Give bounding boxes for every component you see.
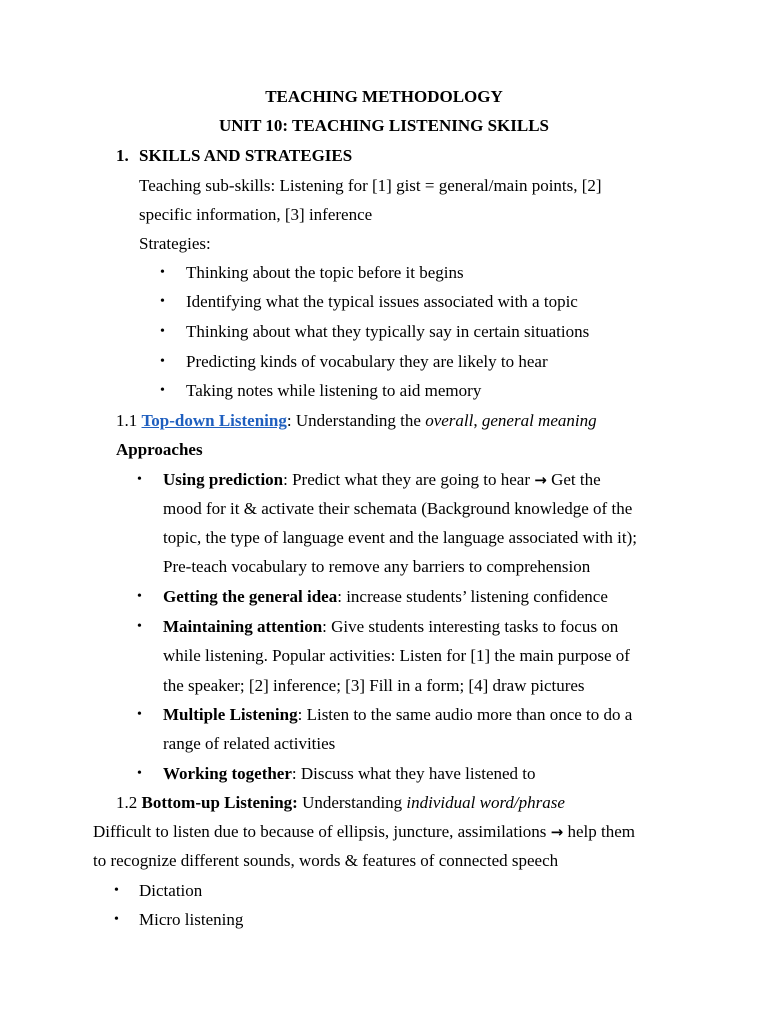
bottomup-heading: Bottom-up Listening:	[141, 793, 298, 812]
bullet-icon: •	[137, 472, 142, 487]
bullet-icon: •	[160, 265, 165, 280]
bullet-icon: •	[160, 354, 165, 369]
approach-text: : Discuss what they have listened to	[291, 764, 536, 783]
subskills-line-1: Teaching sub-skills: Listening for [1] gist = general/main points, [2]	[139, 176, 602, 195]
strategy-item: Thinking about what they typically say in certain situations	[186, 322, 590, 341]
strategy-item: Identifying what the typical issues associated with a topic	[186, 292, 578, 311]
approach-term: Multiple Listening	[163, 705, 298, 724]
bottomup-paragraph-line-1	[93, 822, 635, 842]
topdown-listening-link[interactable]: Top-down Listening	[141, 411, 287, 430]
bottomup-para-text: Difficult to listen due to because of ellipsis, juncture, assimilations	[93, 822, 547, 841]
topdown-desc-general: general meaning	[481, 411, 597, 430]
bottomup-item: Micro listening	[139, 910, 244, 929]
bullet-icon: •	[160, 383, 165, 398]
approaches-label: Approaches	[116, 440, 203, 459]
bottomup-number: 1.2	[116, 793, 138, 812]
bullet-icon: •	[114, 912, 119, 927]
bottomup-item: Dictation	[139, 881, 203, 900]
bottomup-desc-italic: individual word/phrase	[406, 793, 565, 812]
bullet-icon: •	[114, 883, 119, 898]
approach-item	[163, 587, 608, 607]
right-arrow-icon: →	[534, 471, 547, 489]
strategy-item: Thinking about the topic before it begins	[186, 263, 464, 282]
approach-text-line: Pre-teach vocabulary to remove any barriers to comprehension	[163, 557, 591, 576]
approach-text: : Give students interesting tasks to focus on	[322, 617, 619, 636]
bottomup-row	[116, 793, 565, 813]
bullet-icon: •	[137, 766, 142, 781]
bullet-icon: •	[137, 619, 142, 634]
approach-term: Getting the general idea	[163, 587, 338, 606]
bottomup-paragraph-line-2: to recognize different sounds, words & features of connected speech	[93, 851, 559, 870]
approach-term: Maintaining attention	[163, 617, 323, 636]
strategy-item: Predicting kinds of vocabulary they are likely to hear	[186, 352, 548, 371]
approach-item	[163, 470, 601, 490]
bullet-icon: •	[137, 707, 142, 722]
approach-term: Using prediction	[163, 470, 284, 489]
bottomup-desc-prefix: Understanding	[297, 793, 407, 812]
subskills-line-2: specific information, [3] inference	[139, 205, 373, 224]
approach-text-cont: Get the	[551, 470, 601, 489]
topdown-desc-prefix: : Understanding the	[286, 411, 426, 430]
approach-item	[163, 705, 632, 725]
bullet-icon: •	[160, 324, 165, 339]
strategies-label: Strategies:	[139, 234, 211, 253]
approach-text: : Predict what they are going to hear	[283, 470, 531, 489]
approach-text-line: topic, the type of language event and the language associated with it);	[163, 528, 637, 547]
topdown-desc-overall: overall	[425, 411, 474, 430]
right-arrow-icon: →	[550, 823, 564, 841]
approach-item	[163, 764, 536, 784]
topdown-row	[116, 411, 597, 431]
approach-text: : Listen to the same audio more than once to do a	[297, 705, 633, 724]
approach-text-line: while listening. Popular activities: Listen for [1] the main purpose of	[163, 646, 630, 665]
unit-title: UNIT 10: TEACHING LISTENING SKILLS	[218, 116, 550, 135]
bottomup-para-text-cont: help them	[567, 822, 635, 841]
document-title: TEACHING METHODOLOGY	[265, 87, 503, 106]
approach-text: : increase students’ listening confidence	[337, 587, 608, 606]
bullet-icon: •	[160, 294, 165, 309]
approach-text-line: mood for it & activate their schemata (Background knowledge of the	[163, 499, 633, 518]
section-heading: SKILLS AND STRATEGIES	[139, 146, 353, 165]
topdown-number: 1.1	[116, 411, 138, 430]
strategy-item: Taking notes while listening to aid memory	[186, 381, 482, 400]
bullet-icon: •	[137, 589, 142, 604]
topdown-desc-sep: ,	[473, 411, 482, 430]
section-number: 1.	[116, 146, 129, 165]
approach-text-line: range of related activities	[163, 734, 336, 753]
approach-text-line: the speaker; [2] inference; [3] Fill in a form; [4] draw pictures	[163, 676, 585, 695]
approach-item	[163, 617, 618, 637]
approach-term: Working together	[163, 764, 292, 783]
